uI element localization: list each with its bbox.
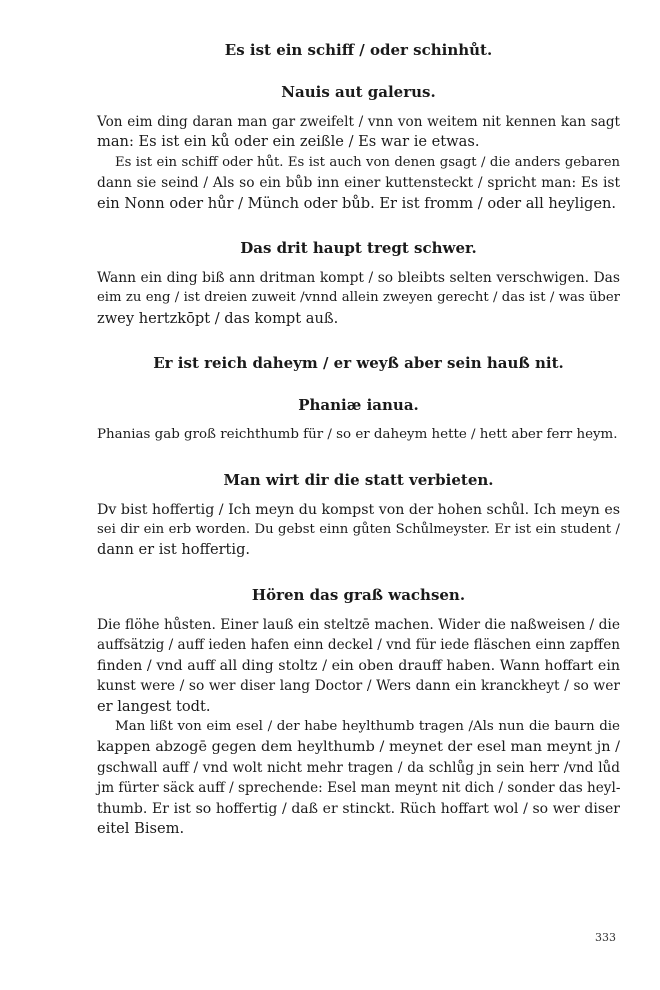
text-line: finden / vnd auff all ding stoltz / ein oben drauff haben. Wann hoffart ein <box>97 657 620 674</box>
section-heading: Das drit haupt tregt schwer. <box>240 239 477 258</box>
text-line: man: Es ist ein ků oder ein zeißle / Es war ie etwas. <box>97 133 480 151</box>
section-heading: Hören das graß wachsen. <box>251 585 466 604</box>
text-line: auffsätzig / auff ieden hafen einn deckel / vnd für iede fläschen einn zapffen <box>97 637 620 654</box>
section-heading: Man wirt dir die statt verbieten. <box>223 470 494 489</box>
text-line: jm fürter säck auff / sprechende: Esel man meynt nit dich / sonder das heyl- <box>97 780 621 797</box>
text-line: Dv bist hoffertig / Ich meyn du kompst von der hohen schůl. Ich meyn es <box>97 501 620 518</box>
section-subheading: Phaniæ ianua. <box>298 396 419 415</box>
paragraph <box>97 615 620 839</box>
text-line: dann er ist hoffertig. <box>97 541 251 559</box>
section-subheading: Nauis aut galerus. <box>281 83 436 101</box>
text-line: kunst were / so wer diser lang Doctor / Wers dann ein kranckheyt / so wer <box>97 678 620 695</box>
text-line: sei dir ein erb worden. Du gebst einn gůten Schůlmeyster. Er ist ein student / <box>97 522 620 538</box>
text-line: zwey hertzkōpt / das kompt auß. <box>97 309 339 327</box>
text-line: kappen abzogē gegen dem heylthumb / meynet der esel man meynt jn / <box>97 739 620 756</box>
text-line: thumb. Er ist so hoffertig / daß er stinckt. Rüch hoffart wol / so wer diser <box>97 800 620 817</box>
paragraph <box>97 268 620 329</box>
paragraph <box>97 500 620 561</box>
text-line: eim zu eng / ist dreien zuweit /vnnd allein zweyen gerecht / das ist / was über <box>97 290 620 306</box>
text-line: Wann ein ding biß ann dritman kompt / so bleibts selten verschwigen. Das <box>97 270 620 287</box>
section-heading: Es ist ein schiff / oder schinhůt. <box>224 41 493 59</box>
text-line: Es ist ein schiff oder hůt. Es ist auch von denen gsagt / die anders gebaren <box>115 154 620 170</box>
text-line: Man lißt von eim esel / der habe heylthumb tragen /Als nun die baurn die <box>115 718 620 734</box>
text-line: dann sie seind / Als so ein bůb inn einer kuttensteckt / spricht man: Es ist <box>97 175 620 192</box>
page-content <box>97 40 620 839</box>
paragraph <box>97 112 620 214</box>
text-line: Phanias gab groß reichthumb für / so er daheym hette / hett aber ferr heym. <box>97 427 618 443</box>
text-line: eitel Bisem. <box>97 819 185 837</box>
paragraph <box>97 425 620 445</box>
text-line: er langest todt. <box>97 697 211 715</box>
text-line: Die flöhe hůsten. Einer lauß ein steltzē machen. Wider die naßweisen / die <box>97 616 620 633</box>
text-line: Von eim ding daran man gar zweifelt / vnn von weitem nit kennen kan sagt <box>97 114 620 130</box>
text-line: gschwall auff / vnd wolt nicht mehr tragen / da schlůg jn sein herr /vnd lůd <box>97 759 620 776</box>
section-heading: Er ist reich daheym / er weyß aber sein hauß nit. <box>153 354 564 373</box>
text-line: ein Nonn oder hůr / Münch oder bůb. Er ist fromm / oder all heyligen. <box>97 194 617 212</box>
page-number: 333 <box>595 931 616 944</box>
